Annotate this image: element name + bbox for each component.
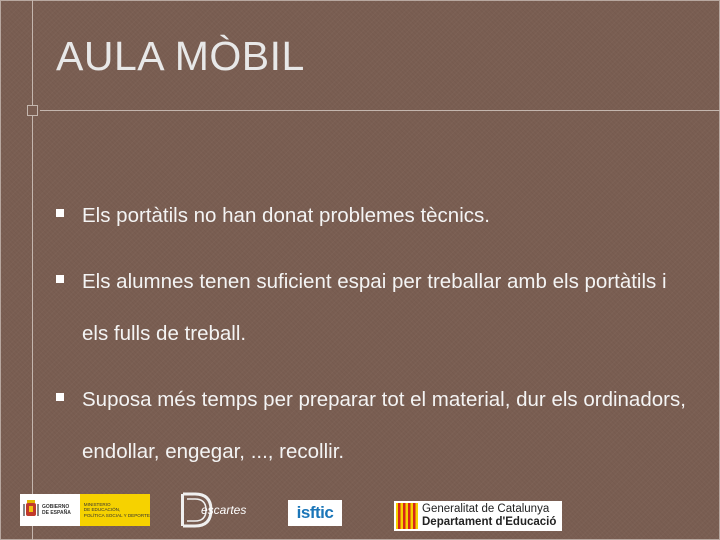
bullet-item <box>56 374 696 478</box>
generalitat-logo <box>394 501 562 531</box>
bullet-item <box>56 256 696 360</box>
ministry-line1: MINISTERIO <box>83 501 111 507</box>
bullet-text: Els portàtils no han donat problemes tècnics. <box>82 204 490 227</box>
ministry-line3: POLÍTICA SOCIAL Y DEPORTE <box>83 512 150 518</box>
bullet-square-icon <box>56 393 64 401</box>
isftic-logo <box>288 500 342 526</box>
government-line2: DE ESPAÑA <box>42 510 71 516</box>
horizontal-rule <box>40 110 720 111</box>
generalitat-line2: Departament d'Educació <box>422 516 557 528</box>
ministry-block <box>80 494 150 526</box>
bullet-list <box>56 190 696 492</box>
ministry-line2: DE EDUCACIÓN, <box>83 507 121 513</box>
bullet-text: Els alumnes tenen suficient espai per treballar amb els portàtils i els fulls de treball. <box>82 270 667 345</box>
descartes-logo <box>175 490 255 530</box>
government-emblem-block <box>20 494 80 526</box>
logo-strip <box>20 490 580 532</box>
catalan-flag-icon <box>396 503 418 529</box>
descartes-wordmark: escartes <box>201 503 247 517</box>
coat-of-arms-icon <box>23 499 39 521</box>
bullet-square-icon <box>56 275 64 283</box>
bullet-square-icon <box>56 209 64 217</box>
bullet-item <box>56 190 696 242</box>
government-line1: GOBIERNO <box>42 504 70 510</box>
isftic-wordmark: isftic <box>296 503 334 522</box>
rule-corner-square <box>27 105 38 116</box>
slide-title: AULA MÒBIL <box>56 33 305 79</box>
bullet-text: Suposa més temps per preparar tot el material, dur els ordinadors, endollar, engegar, ..., recollir. <box>82 388 686 463</box>
title-area <box>0 0 720 92</box>
government-ministry-logo <box>20 494 150 526</box>
generalitat-line1: Generalitat de Catalunya <box>422 503 550 515</box>
